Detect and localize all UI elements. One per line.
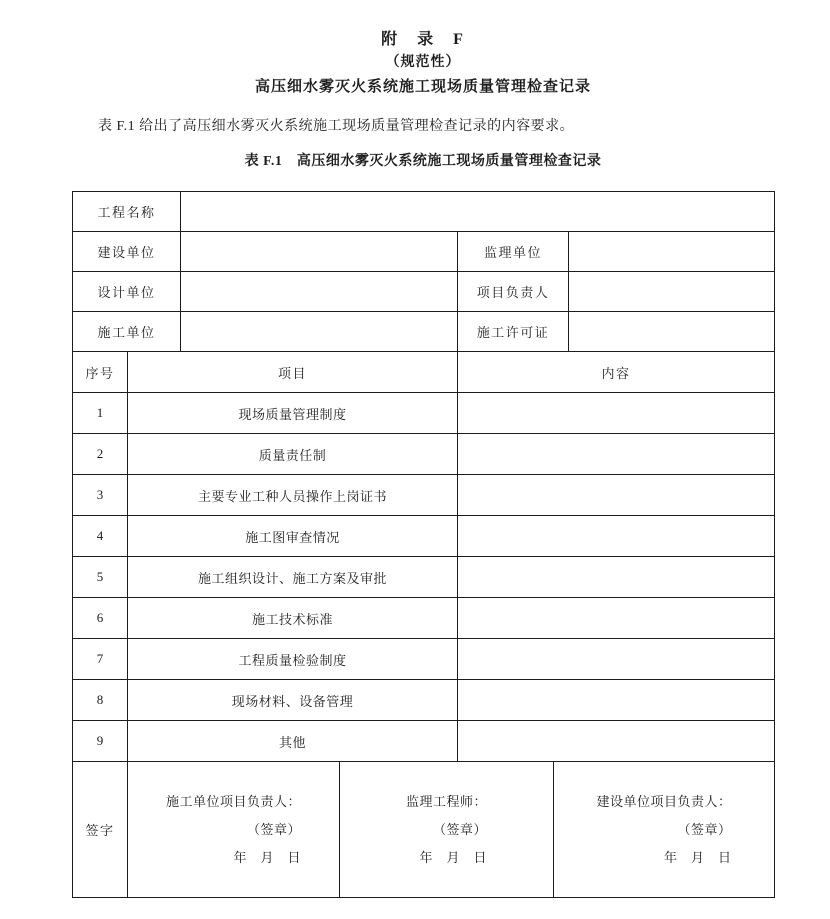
- design-unit-label: 设计单位: [73, 272, 181, 312]
- item-content-cell: [458, 598, 775, 639]
- item-name: 施工组织设计、施工方案及审批: [128, 557, 458, 598]
- signature-row: [73, 762, 775, 898]
- project-leader-value-cell: [569, 272, 775, 312]
- info-row-project-name: [73, 192, 775, 232]
- item-row-6: [73, 598, 775, 639]
- document-content: [72, 0, 774, 898]
- construction-owner-value-cell: [181, 232, 458, 272]
- info-row-units-1: [73, 232, 775, 272]
- item-no: 6: [73, 598, 128, 639]
- construction-unit-value-cell: [181, 312, 458, 352]
- normative-heading: （规范性）: [385, 55, 461, 70]
- item-content-cell: [458, 475, 775, 516]
- intro-paragraph: 表 F.1 给出了高压细水雾灭火系统施工现场质量管理检查记录的内容要求。: [98, 119, 575, 134]
- construction-unit-label: 施工单位: [73, 312, 181, 352]
- item-row-4: [73, 516, 775, 557]
- inspection-record-table: [72, 191, 775, 898]
- item-no: 7: [73, 639, 128, 680]
- item-row-9: [73, 721, 775, 762]
- item-no: 3: [73, 475, 128, 516]
- signature-line-title: 施工单位项目负责人：: [166, 793, 302, 809]
- item-name: 其他: [128, 721, 458, 762]
- item-content-cell: [458, 680, 775, 721]
- item-no: 5: [73, 557, 128, 598]
- supervision-unit-value-cell: [569, 232, 775, 272]
- item-no: 1: [73, 393, 128, 434]
- item-no: 9: [73, 721, 128, 762]
- signature-cell-contractor: [128, 762, 340, 898]
- signature-line-seal: （签章）: [247, 821, 302, 837]
- item-no: 4: [73, 516, 128, 557]
- table-header-row: [73, 352, 775, 393]
- signature-block-contractor: [166, 788, 301, 872]
- item-name: 质量责任制: [128, 434, 458, 475]
- signature-line-title: 建设单位项目负责人：: [596, 793, 732, 809]
- item-name: 工程质量检验制度: [128, 639, 458, 680]
- item-row-2: [73, 434, 775, 475]
- signature-line-date: 年 月 日: [419, 849, 488, 865]
- item-row-7: [73, 639, 775, 680]
- header-no: 序号: [73, 352, 128, 393]
- signature-block-owner: [597, 788, 732, 872]
- construction-permit-label: 施工许可证: [458, 312, 569, 352]
- signature-line-seal: （签章）: [433, 821, 488, 837]
- project-leader-label: 项目负责人: [458, 272, 569, 312]
- construction-permit-value-cell: [569, 312, 775, 352]
- signature-line-date: 年 月 日: [664, 849, 732, 865]
- construction-owner-label: 建设单位: [73, 232, 181, 272]
- header-item: 项目: [128, 352, 458, 393]
- item-name: 现场质量管理制度: [128, 393, 458, 434]
- item-name: 现场材料、设备管理: [128, 680, 458, 721]
- supervision-unit-label: 监理单位: [458, 232, 569, 272]
- item-content-cell: [458, 721, 775, 762]
- design-unit-value-cell: [181, 272, 458, 312]
- item-row-1: [73, 393, 775, 434]
- signature-cell-supervisor: [340, 762, 554, 898]
- item-name: 施工技术标准: [128, 598, 458, 639]
- signature-cell-owner: [554, 762, 775, 898]
- item-content-cell: [458, 434, 775, 475]
- appendix-heading: 附 录 F: [381, 31, 465, 48]
- item-content-cell: [458, 557, 775, 598]
- signature-line-seal: （签章）: [677, 821, 732, 837]
- item-no: 2: [73, 434, 128, 475]
- signature-block-supervisor: [406, 788, 487, 872]
- info-row-units-3: [73, 312, 775, 352]
- header-content: 内容: [458, 352, 775, 393]
- item-no: 8: [73, 680, 128, 721]
- project-name-label: 工程名称: [73, 192, 181, 232]
- signature-label: 签字: [73, 762, 128, 898]
- signature-line-title: 监理工程师：: [406, 793, 488, 809]
- item-name: 主要专业工种人员操作上岗证书: [128, 475, 458, 516]
- item-content-cell: [458, 516, 775, 557]
- table-caption: 表 F.1 高压细水雾灭火系统施工现场质量管理检查记录: [244, 154, 602, 169]
- item-name: 施工图审查情况: [128, 516, 458, 557]
- item-row-5: [73, 557, 775, 598]
- item-content-cell: [458, 639, 775, 680]
- item-content-cell: [458, 393, 775, 434]
- item-row-8: [73, 680, 775, 721]
- signature-line-date: 年 月 日: [233, 849, 302, 865]
- document-subtitle: 高压细水雾灭火系统施工现场质量管理检查记录: [254, 79, 591, 95]
- item-row-3: [73, 475, 775, 516]
- info-row-units-2: [73, 272, 775, 312]
- project-name-value-cell: [181, 192, 775, 232]
